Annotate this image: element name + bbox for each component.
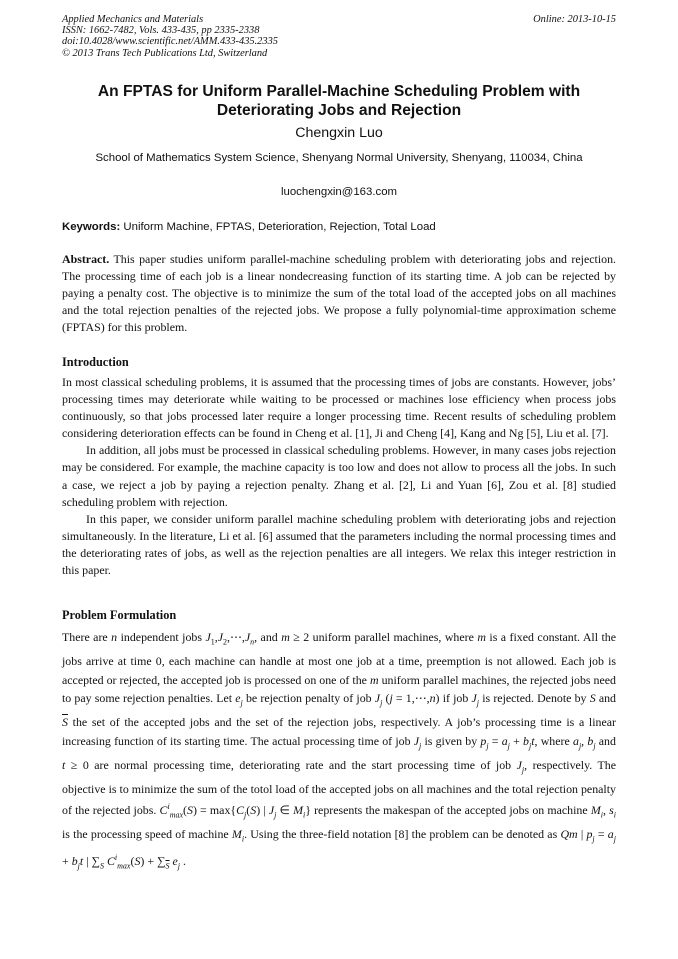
- pf-text: There are: [62, 630, 108, 644]
- intro-paragraph-2: In addition, all jobs must be processed in classical scheduling problems. However, in many cases jobs rejection may be considered. For example, the machine capacity is too low and does not allow to process all the jobs. In such a case, we reject a job by paying a rejection penalty. Zhang et al. [2], Li and Yuan [6], Zou et al. [8] studied scheduling problem with rejection.: [62, 443, 616, 509]
- intro-paragraph-1: In most classical scheduling problems, it is assumed that the processing times of jobs are constants. However, jobs’ processing times may deteriorate while waiting to be processed or machines lose efficiency when process jobs continuously, so that jobs processed later require a longer processing time. Recent results of scheduling problem considering deterioration effects can be found in Cheng et al. [1], Ji and Cheng [4], Kang and Ng [5], Liu et al. [7].: [62, 375, 616, 441]
- pf-text: is rejected. Denote by: [482, 691, 587, 706]
- pf-text: represents the makespan of the accepted jobs on machine: [314, 803, 588, 818]
- pf-text: uniform parallel machines, the rejected jobs need to pay some rejection penalties. Let: [62, 672, 616, 706]
- intro-paragraph-3: In this paper, we consider uniform parallel machine scheduling problem with deteriorating jobs and rejection simultaneously. In the literature, Li et al. [6] assumed that the parameters including the normal processing times and the deteriorating rates of jobs, as well as the rejection penalties are all integers. We relax this integer restriction in this paper.: [62, 511, 616, 578]
- pf-text: the set of the accepted jobs and the set of the rejection jobs, respectively. A job’s processing time is a linear increasing function of its starting time. The actual processing time of job: [62, 715, 616, 748]
- pf-text: is a fixed constant. All the jobs arrive at time: [62, 630, 617, 668]
- author: Chengxin Luo: [295, 125, 383, 141]
- keywords: [62, 221, 436, 233]
- email: luochengxin@163.com: [280, 186, 398, 198]
- pf-text: and: [598, 733, 616, 748]
- affiliation: School of Mathematics System Science, Shenyang Normal University, Shenyang, 110034, China: [95, 152, 583, 164]
- pf-text: are normal processing time, deteriorating rate and the start processing time of job: [94, 757, 512, 772]
- paper-title: [40, 82, 638, 120]
- pf-text: , respectively. The objective is to minimize the sum of the totol load of the accepted jobs on all machines and the total rejection penalty of the rejected jobs.: [62, 757, 617, 818]
- journal-header: [62, 14, 278, 59]
- abstract-text: This paper studies uniform parallel-machine scheduling problem with deteriorating jobs and rejection. The processing time of each job is a linear nondecreasing function of its starting time. A job can be rejected by paying a penalty cost. The objective is to minimize the sum of the total load of the accepted jobs on all machines and the total rejection penalties of the rejected jobs. We propose a fully polynomial-time approximation scheme (FPTAS) for this problem.: [62, 252, 616, 335]
- problem-body: There are n independent jobs $J_1,J_2,\cdots,J_n$, and m ≥ 2 uniform parallel machines, where m is a fixed constant. All the jobs arrive at time 0, each machine can handle at most one job at a time, preemption is not allowed. Each job is accepted or rejected, the accepted job is processed on one of the m uniform parallel machines, the rejected jobs need to pay some rejection penalties. Let $e_j$ be rejection penalty of job $J_j$ (j = 1,⋯,n) if job $J_j$ is rejected. Denote by S and $\overline{S}$ the set of the accepted jobs and the set of the rejection jobs, respectively. A job’s processing time is a linear increasing function of its starting time. The actual processing time of job $J_j$ is given by $p_j = a_j + b_jt$, where $a_j$, $b_j$ and t ≥ 0 are normal processing time, deteriorating rate and the start processing time of job $J_j$, respectively. The objective is to minimize the sum of the totol load of the accepted jobs on all machines and the total rejection penalty of the rejected jobs. $C^i_{max}(S) = \max\{C_j(S)$ | $J_j$ ∈ $M_i$} represents the makespan of the accepted jobs on machine $M_i$, $s_i$ is the processing speed of machine $M_i$. Using the three-field notation [8] the problem can be denoted as Qm | $p_j = a_j + b_jt$ | $\sum_S$ $C^i_{max}(S) + \sum_{\overline{S}}$ $e_j$ .: [62, 630, 617, 871]
- pf-text: if job: [442, 691, 469, 706]
- pf-text: , where: [534, 733, 570, 748]
- abstract: [62, 251, 616, 336]
- title-line-1: An FPTAS for Uniform Parallel-Machine Scheduling Problem with: [97, 83, 581, 100]
- introduction-body: [62, 374, 616, 579]
- problem-heading: Problem Formulation: [62, 608, 177, 622]
- issn: ISSN: 1662-7482, Vols. 433-435, pp 2335-2338: [62, 25, 260, 37]
- abstract-label: Abstract.: [62, 252, 110, 266]
- pf-text: independent jobs: [120, 630, 202, 644]
- pf-text: be rejection penalty of job: [245, 691, 372, 706]
- pf-text: and: [598, 691, 616, 706]
- keywords-label: Keywords:: [62, 221, 121, 233]
- pf-text: is the processing speed of machine: [62, 827, 229, 842]
- pf-text: is given by: [424, 733, 478, 748]
- pf-text: uniform parallel machines, where: [312, 630, 474, 644]
- copyright: © 2013 Trans Tech Publications Ltd, Switzerland: [62, 47, 268, 59]
- keywords-text: Uniform Machine, FPTAS, Deterioration, Rejection, Total Load: [123, 221, 436, 233]
- pf-text: , and: [254, 630, 278, 644]
- pf-text: , each machine can handle at most one job at a time, preemption is not allowed. Each job is accepted or rejected, the accepted job is processed on one of the: [62, 653, 616, 687]
- title-line-2: Deteriorating Jobs and Rejection: [216, 102, 462, 119]
- intro-heading: Introduction: [62, 355, 129, 369]
- journal-name: Applied Mechanics and Materials: [62, 14, 204, 25]
- pf-text: . Using the three-field notation [8] the problem can be denoted as: [244, 827, 558, 842]
- online-date: Online: 2013-10-15: [533, 14, 616, 25]
- doi: doi:10.4028/www.scientific.net/AMM.433-435.2335: [62, 36, 278, 48]
